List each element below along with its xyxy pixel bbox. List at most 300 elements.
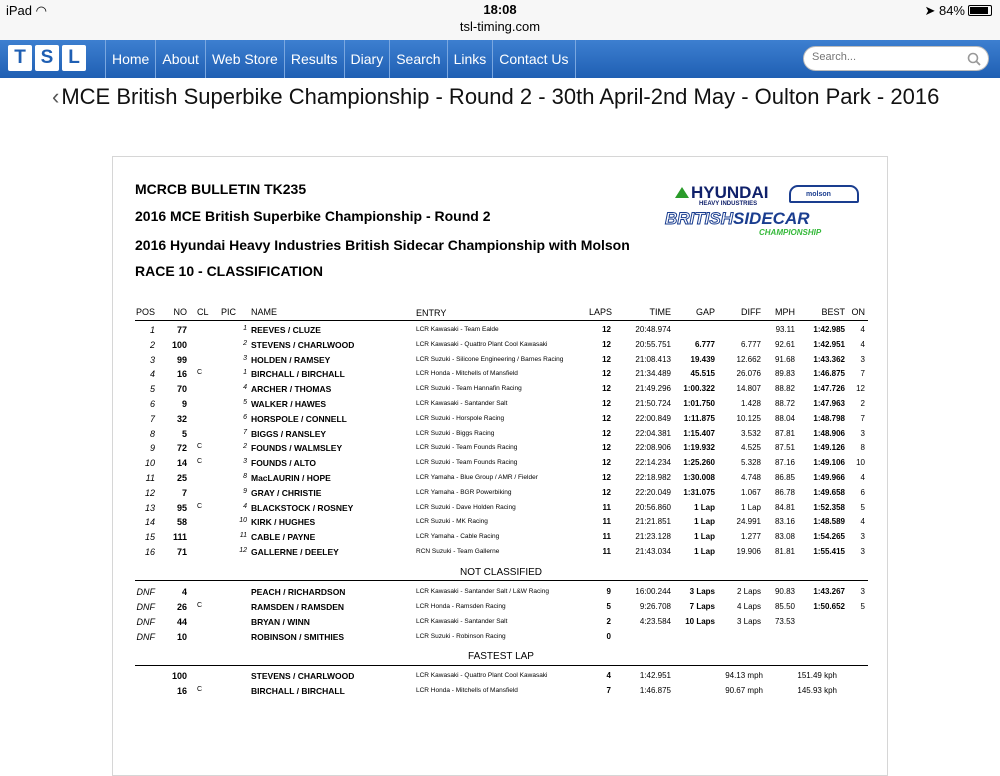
mph-cell: 81.81 (774, 547, 795, 556)
laps-cell: 2 (606, 617, 611, 626)
mph-cell: 88.82 (774, 384, 795, 394)
table-row (113, 473, 889, 487)
car-number-cell: 44 (176, 617, 187, 627)
race-title: RACE 10 - CLASSIFICATION (135, 263, 323, 279)
time-cell: 22:20.049 (635, 487, 671, 497)
best-on-lap-cell: 3 (860, 547, 865, 556)
pic-cell: 1 (243, 325, 247, 332)
table-row (113, 429, 889, 443)
position-cell: 15 (144, 532, 155, 543)
best-lap-cell: 1:49.966 (813, 473, 845, 482)
pic-cell: 11 (239, 532, 247, 540)
gap-cell: 10 Laps (685, 617, 715, 626)
pic-cell: 6 (243, 413, 247, 421)
mph-cell: 73.53 (774, 617, 795, 626)
gap-cell: 3 Laps (689, 587, 715, 596)
lap-number-cell: 7 (606, 686, 611, 695)
entry-cell: LCR Suzuki - Team Founds Racing (416, 459, 518, 467)
clock: 18:08 (483, 2, 517, 17)
mph-cell: 85.50 (774, 602, 795, 611)
entry-cell: LCR Honda - Mitchells of Mansfield (416, 370, 518, 378)
best-on-lap-cell: 2 (860, 399, 865, 408)
table-row (113, 587, 889, 601)
mph-cell: 87.16 (774, 458, 795, 468)
time-cell: 21:21.851 (635, 517, 671, 527)
laps-cell: 12 (602, 473, 611, 482)
car-number-cell: 7 (181, 487, 187, 498)
crew-name-cell: KIRK / HUGHES (251, 517, 316, 528)
class-cell: C (197, 443, 203, 451)
crew-name-cell: STEVENS / CHARLWOOD (251, 671, 355, 681)
table-row (113, 325, 889, 339)
time-cell: 21:49.296 (635, 384, 671, 394)
lap-number-cell: 4 (606, 671, 611, 680)
results-document (112, 156, 888, 776)
page-title: ‹MCE British Superbike Championship - Round 2 - 30th April-2nd May - Oulton Park - 2016 (42, 82, 942, 112)
best-on-lap-cell: 10 (856, 458, 865, 468)
crew-name-cell: CABLE / PAYNE (251, 532, 316, 543)
best-on-lap-cell: 4 (860, 325, 865, 334)
position-cell: 7 (149, 413, 155, 424)
fastest-lap-heading: FASTEST LAP (468, 651, 534, 662)
mph-cell: 86.78 (774, 487, 795, 497)
laps-cell: 12 (602, 443, 611, 453)
table-row (113, 340, 889, 354)
table-row (113, 384, 889, 398)
laps-cell: 12 (602, 325, 611, 334)
position-cell: 9 (149, 443, 155, 454)
car-number-cell: 16 (176, 369, 187, 380)
mph-cell: 83.08 (774, 532, 795, 542)
pic-cell: 7 (243, 428, 247, 436)
mph-cell: 87.81 (774, 428, 795, 438)
location-icon: ➤ (924, 3, 936, 18)
mph-cell: 84.81 (774, 502, 795, 512)
car-number-cell: 95 (176, 502, 187, 513)
table-row (113, 399, 889, 413)
time-cell: 21:50.724 (635, 399, 671, 408)
time-cell: 21:08.413 (635, 354, 671, 364)
diff-cell: 1.428 (740, 399, 761, 408)
car-number-cell: 14 (176, 458, 187, 469)
car-number-cell: 26 (176, 602, 187, 612)
position-cell: 16 (144, 547, 155, 557)
pic-cell: 10 (239, 517, 247, 525)
laps-cell: 12 (602, 487, 611, 497)
nav-bar (0, 40, 1000, 78)
time-cell: 20:56.860 (635, 502, 671, 512)
laps-cell: 12 (602, 458, 611, 468)
pic-cell: 12 (239, 547, 247, 554)
entry-cell: LCR Kawasaki - Team Ealde (416, 326, 499, 333)
logo-letter: L (62, 45, 86, 71)
position-cell: DNF (136, 587, 155, 597)
car-number-cell: 100 (171, 339, 187, 350)
time-cell: 21:23.128 (635, 532, 671, 542)
gap-cell: 1:11.875 (683, 413, 715, 423)
position-cell: DNF (136, 632, 155, 642)
car-number-cell: 9 (181, 399, 187, 409)
search-input[interactable] (812, 51, 962, 63)
position-cell: 6 (149, 399, 155, 409)
best-lap-cell: 1:46.875 (813, 369, 845, 379)
table-row (113, 414, 889, 428)
class-cell: C (197, 602, 203, 609)
entry-cell: LCR Yamaha - BGR Powerbiking (416, 488, 512, 496)
best-on-lap-cell: 7 (860, 413, 865, 423)
crew-name-cell: GALLERNE / DEELEY (251, 547, 339, 557)
nav-diary[interactable]: Diary (344, 40, 390, 78)
position-cell: DNF (136, 602, 155, 612)
crew-name-cell: BLACKSTOCK / ROSNEY (251, 502, 354, 513)
diff-cell: 10.125 (736, 413, 761, 423)
best-on-lap-cell: 5 (860, 602, 865, 611)
best-lap-cell: 1:47.963 (813, 399, 845, 408)
diff-cell: 12.662 (736, 354, 761, 364)
table-row (113, 532, 889, 546)
pic-cell: 2 (243, 339, 247, 347)
back-chevron-icon[interactable]: ‹ (52, 84, 60, 109)
position-cell: 13 (144, 502, 155, 513)
position-cell: 10 (144, 458, 155, 469)
pic-cell: 4 (243, 502, 247, 510)
diff-cell: 3.532 (740, 428, 761, 438)
series-title: 2016 Hyundai Heavy Industries British Sidecar Championship with Molson (135, 237, 630, 253)
diff-cell: 2 Laps (736, 587, 761, 596)
nav-results[interactable]: Results (284, 40, 344, 78)
mph-cell: 87.51 (774, 443, 795, 453)
best-lap-cell: 1:49.658 (813, 487, 845, 497)
position-cell: 2 (149, 339, 155, 350)
mph-cell: 93.11 (775, 325, 795, 334)
table-row (113, 686, 889, 700)
gap-cell: 1 Lap (694, 532, 715, 542)
laps-cell: 5 (606, 602, 611, 611)
gap-cell: 45.515 (690, 369, 715, 379)
best-on-lap-cell: 3 (860, 587, 865, 596)
diff-cell: 5.328 (740, 458, 761, 468)
gap-cell: 1:30.008 (683, 473, 715, 482)
gap-cell: 1:31.075 (683, 487, 715, 497)
nav-about[interactable]: About (155, 40, 205, 78)
status-bar (0, 0, 1000, 40)
mph-cell: 94.13 mph (725, 671, 763, 680)
best-lap-cell: 1:52.358 (813, 502, 845, 512)
best-on-lap-cell: 4 (860, 339, 865, 349)
crew-name-cell: RAMSDEN / RAMSDEN (251, 602, 345, 612)
crew-name-cell: ARCHER / THOMAS (251, 384, 332, 395)
header-rule (135, 320, 868, 321)
gap-cell: 19.439 (690, 354, 715, 364)
search-box (803, 46, 989, 71)
car-number-cell: 70 (176, 384, 187, 395)
best-lap-cell: 1:42.951 (813, 339, 845, 349)
crew-name-cell: FOUNDS / WALMSLEY (251, 443, 343, 454)
car-number-cell: 71 (176, 547, 187, 557)
gap-cell: 6.777 (694, 339, 715, 349)
entry-cell: LCR Suzuki - Horspole Racing (416, 414, 505, 422)
best-lap-cell: 1:54.265 (813, 532, 845, 542)
gap-cell: 1 Lap (694, 502, 715, 512)
class-cell: C (197, 686, 203, 693)
car-number-cell: 4 (181, 587, 187, 597)
british-sidecar-text: BRITISHSIDECAR (665, 209, 810, 228)
time-cell: 9:26.708 (639, 602, 671, 611)
mph-cell: 89.83 (774, 369, 795, 379)
entry-cell: LCR Suzuki - Team Founds Racing (416, 444, 518, 452)
time-cell: 22:08.906 (635, 443, 671, 453)
best-on-lap-cell: 3 (860, 532, 865, 542)
pic-cell: 8 (243, 473, 247, 480)
crew-name-cell: BIGGS / RANSLEY (251, 428, 327, 439)
best-lap-cell: 1:48.798 (813, 413, 845, 423)
entry-cell: LCR Honda - Ramsden Racing (416, 603, 506, 610)
gap-cell: 1:19.932 (683, 443, 715, 453)
pic-cell: 3 (243, 458, 247, 466)
crew-name-cell: ROBINSON / SMITHIES (251, 632, 345, 642)
time-cell: 22:18.982 (635, 473, 671, 482)
laps-cell: 11 (602, 547, 611, 556)
best-lap-cell: 1:48.906 (813, 428, 845, 438)
table-row (113, 443, 889, 457)
gap-cell: 1:00.322 (683, 384, 715, 394)
position-cell: 5 (149, 384, 155, 395)
kph-cell: 145.93 kph (797, 686, 837, 695)
diff-cell: 4.525 (740, 443, 761, 453)
nav-links[interactable]: Links (447, 40, 493, 78)
crew-name-cell: WALKER / HAWES (251, 399, 327, 409)
hyundai-logo-text: HYUNDAI (675, 183, 768, 203)
time-cell: 4:23.584 (639, 617, 671, 626)
sidecar-championship-logo (661, 179, 871, 241)
entry-cell: LCR Kawasaki - Santander Salt (416, 618, 508, 625)
time-cell: 21:43.034 (635, 547, 671, 556)
car-number-cell: 5 (181, 428, 187, 439)
best-lap-cell: 1:43.267 (813, 587, 845, 596)
entry-cell: LCR Yamaha - Blue Group / AMR / Fielder (416, 474, 538, 481)
nav-home[interactable]: Home (105, 40, 155, 78)
crew-name-cell: PEACH / RICHARDSON (251, 587, 346, 597)
laps-cell: 12 (602, 413, 611, 423)
diff-cell: 24.991 (736, 517, 761, 527)
time-cell: 20:55.751 (635, 339, 671, 349)
car-number-cell: 25 (176, 473, 187, 483)
diff-cell: 1.277 (740, 532, 761, 542)
crew-name-cell: MacLAURIN / HOPE (251, 473, 331, 483)
laps-cell: 12 (602, 399, 611, 408)
tsl-logo[interactable] (8, 45, 86, 71)
not-classified-heading: NOT CLASSIFIED (459, 567, 543, 578)
car-number-cell: 100 (171, 671, 187, 681)
championship-title: 2016 MCE British Superbike Championship - Round 2 (135, 208, 491, 224)
gap-cell: 1:25.260 (683, 458, 715, 468)
table-row (113, 547, 889, 561)
best-on-lap-cell: 3 (860, 354, 865, 364)
position-cell: DNF (136, 617, 155, 627)
section-rule (135, 665, 868, 666)
best-lap-cell: 1:43.362 (813, 354, 845, 364)
best-on-lap-cell: 12 (856, 384, 865, 394)
crew-name-cell: HOLDEN / RAMSEY (251, 354, 331, 365)
best-lap-cell: 1:48.589 (813, 517, 845, 527)
bulletin-title: MCRCB BULLETIN TK235 (135, 181, 307, 197)
laps-cell: 12 (602, 339, 611, 349)
crew-name-cell: BIRCHALL / BIRCHALL (251, 369, 345, 380)
best-on-lap-cell: 3 (860, 428, 865, 438)
laps-cell: 11 (602, 502, 611, 512)
lap-time-cell: 1:46.875 (639, 686, 671, 695)
crew-name-cell: BIRCHALL / BIRCHALL (251, 686, 345, 696)
sidecar-icon (789, 185, 859, 203)
table-row (113, 602, 889, 616)
car-number-cell: 32 (176, 413, 187, 424)
diff-cell: 6.777 (740, 339, 761, 349)
car-number-cell: 111 (172, 532, 187, 543)
laps-cell: 11 (602, 517, 611, 527)
main-menu (105, 40, 576, 78)
table-row (113, 617, 889, 631)
time-cell: 21:34.489 (635, 369, 671, 379)
mph-cell: 90.67 mph (725, 686, 763, 695)
best-lap-cell: 1:50.652 (813, 602, 845, 611)
crew-name-cell: HORSPOLE / CONNELL (251, 413, 347, 424)
battery-icon (968, 5, 992, 16)
search-icon[interactable] (967, 52, 981, 66)
lap-time-cell: 1:42.951 (639, 671, 671, 680)
best-lap-cell: 1:49.106 (813, 458, 845, 468)
entry-cell: LCR Yamaha - Cable Racing (416, 533, 500, 541)
entry-cell: LCR Suzuki - MK Racing (416, 518, 488, 526)
mph-cell: 83.16 (774, 517, 795, 527)
pic-cell: 9 (243, 487, 247, 495)
nav-contact-us[interactable]: Contact Us (492, 40, 575, 78)
best-lap-cell: 1:42.985 (813, 325, 845, 334)
pic-cell: 2 (243, 443, 247, 451)
table-row (113, 369, 889, 383)
diff-cell: 4.748 (740, 473, 761, 482)
entry-cell: LCR Kawasaki - Quattro Plant Cool Kawasaki (416, 340, 548, 348)
position-cell: 1 (149, 325, 155, 335)
best-lap-cell: 1:47.726 (813, 384, 845, 394)
gap-cell: 1 Lap (694, 547, 715, 556)
entry-cell: RCN Suzuki - Team Gallerne (416, 548, 500, 555)
entry-cell: LCR Suzuki - Biggs Racing (416, 429, 495, 437)
kph-cell: 151.49 kph (797, 671, 837, 680)
laps-cell: 12 (602, 369, 611, 379)
position-cell: 8 (149, 428, 155, 439)
time-cell: 20:48.974 (635, 325, 671, 334)
crew-name-cell: GRAY / CHRISTIE (251, 487, 322, 498)
address-bar[interactable]: tsl-timing.com (459, 19, 541, 34)
mph-cell: 90.83 (774, 587, 795, 596)
table-row (113, 671, 889, 685)
crew-name-cell: BRYAN / WINN (251, 617, 310, 627)
diff-cell: 19.906 (736, 547, 761, 556)
time-cell: 22:00.849 (635, 413, 671, 423)
entry-cell: LCR Suzuki - Robinson Racing (416, 633, 506, 640)
crew-name-cell: STEVENS / CHARLWOOD (251, 339, 355, 350)
gap-cell: 1 Lap (694, 517, 715, 527)
crew-name-cell: REEVES / CLUZE (251, 325, 321, 335)
entry-cell: LCR Kawasaki - Santander Salt (416, 400, 508, 407)
class-cell: C (197, 458, 203, 466)
battery-status: ➤ 84% (924, 3, 992, 19)
mph-cell: 88.04 (774, 413, 795, 423)
wifi-icon: ◠ (35, 3, 47, 18)
position-cell: 12 (144, 487, 155, 498)
best-on-lap-cell: 4 (860, 517, 865, 527)
car-number-cell: 10 (176, 632, 187, 642)
entry-cell: LCR Suzuki - Silicone Engineering / Barnes Racing (416, 355, 564, 363)
position-cell: 11 (145, 473, 155, 483)
class-cell: C (197, 369, 203, 377)
molson-text: molson (806, 191, 831, 198)
entry-cell: LCR Suzuki - Team Hannafin Racing (416, 385, 522, 393)
mph-cell: 92.61 (774, 339, 795, 349)
mph-cell: 91.68 (774, 354, 795, 364)
nav-web-store[interactable]: Web Store (205, 40, 284, 78)
pic-cell: 4 (243, 384, 247, 392)
best-on-lap-cell: 4 (860, 473, 865, 482)
laps-cell: 11 (602, 532, 611, 542)
best-on-lap-cell: 6 (860, 487, 865, 497)
table-header: POS NO CL PIC NAME ENTRY LAPS TIME GAP DIFF MPH BEST ON (135, 307, 865, 318)
entry-cell: LCR Kawasaki - Quattro Plant Cool Kawasaki (416, 672, 548, 679)
laps-cell: 0 (606, 632, 611, 641)
entry-cell: LCR Suzuki - Dave Holden Racing (416, 503, 516, 511)
logo-letter: T (8, 45, 32, 71)
pic-cell: 1 (243, 369, 247, 377)
class-cell: C (197, 502, 203, 510)
section-rule (135, 580, 868, 581)
diff-cell: 14.807 (736, 384, 761, 394)
mph-cell: 88.72 (774, 399, 795, 408)
crew-name-cell: FOUNDS / ALTO (251, 458, 317, 469)
table-row (113, 503, 889, 517)
car-number-cell: 99 (176, 354, 187, 365)
best-on-lap-cell: 8 (860, 443, 865, 453)
table-row (113, 488, 889, 502)
diff-cell: 4 Laps (736, 602, 761, 611)
best-on-lap-cell: 7 (860, 369, 865, 379)
entry-cell: LCR Kawasaki - Santander Salt / L&W Racing (416, 588, 549, 595)
mph-cell: 86.85 (774, 473, 795, 482)
car-number-cell: 72 (176, 443, 187, 454)
diff-cell: 1 Lap (740, 502, 761, 512)
table-row (113, 517, 889, 531)
best-lap-cell: 1:49.126 (813, 443, 845, 453)
gap-cell: 7 Laps (689, 602, 715, 611)
position-cell: 14 (144, 517, 155, 528)
pic-cell: 3 (243, 354, 247, 362)
nav-search[interactable]: Search (389, 40, 446, 78)
heavy-industries-text: HEAVY INDUSTRIES (699, 201, 758, 207)
championship-text: CHAMPIONSHIP (759, 228, 822, 237)
time-cell: 22:14.234 (635, 458, 671, 468)
device-label: iPad ◠ (6, 3, 47, 18)
gap-cell: 1:15.407 (683, 428, 715, 438)
car-number-cell: 58 (176, 517, 187, 528)
best-on-lap-cell: 5 (860, 502, 865, 512)
car-number-cell: 77 (176, 325, 187, 335)
gap-cell: 1:01.750 (683, 399, 715, 408)
table-row (113, 458, 889, 472)
table-row (113, 632, 889, 646)
pic-cell: 5 (243, 399, 247, 406)
time-cell: 16:00.244 (635, 587, 671, 596)
laps-cell: 12 (602, 428, 611, 438)
car-number-cell: 16 (176, 686, 187, 696)
